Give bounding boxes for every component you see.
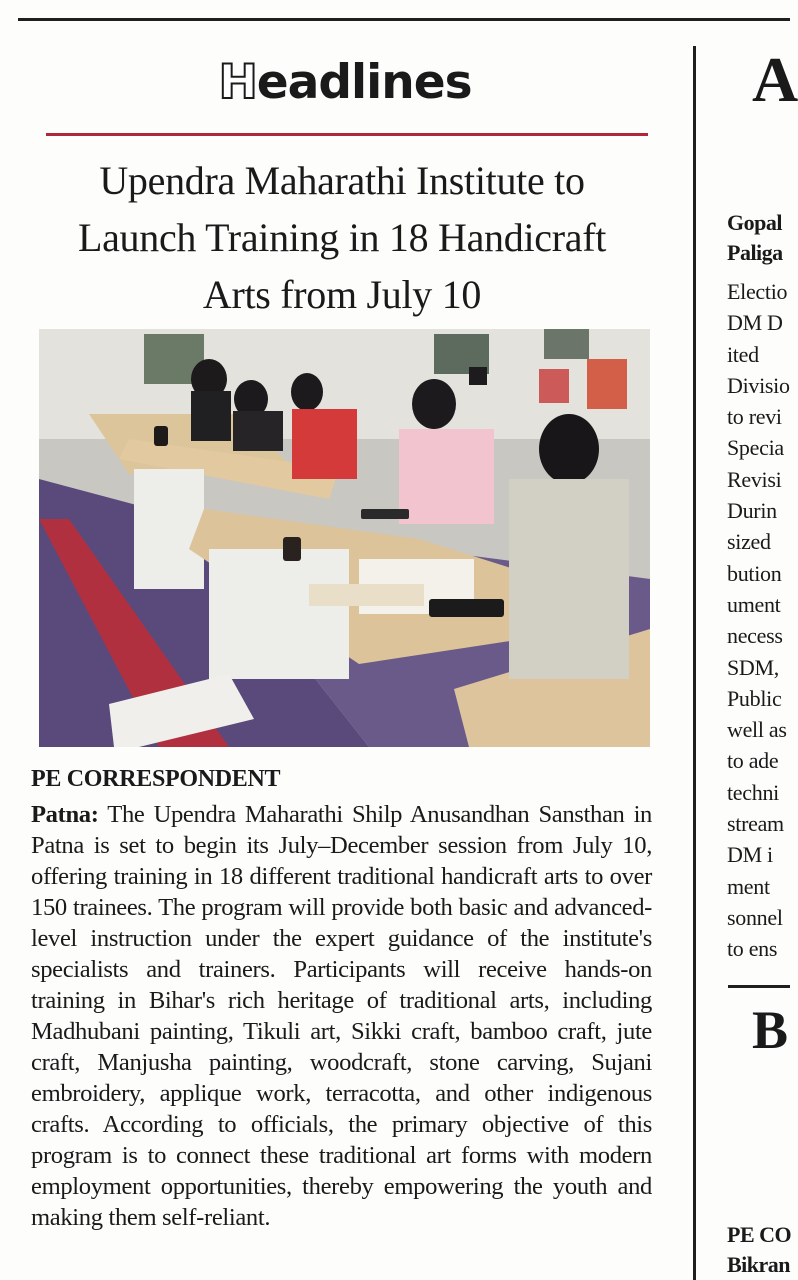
right-text-line: Revisi <box>727 466 782 492</box>
right-text-line: Durin <box>727 498 777 524</box>
right-byline-line-2: Bikran <box>727 1252 791 1277</box>
right-column-text <box>727 276 790 965</box>
right-text-line: DM i <box>727 842 773 868</box>
right-text-line: techni <box>727 779 779 805</box>
right-column-byline <box>727 1220 791 1280</box>
right-text-line: SDM, <box>727 654 779 680</box>
right-text-line: sized <box>727 529 771 555</box>
article-byline: PE CORRESPONDENT <box>31 766 281 792</box>
section-heading-rest: eadlines <box>256 55 472 110</box>
right-subhead-line-1: Gopal <box>727 210 782 235</box>
right-byline-line-1: PE CO <box>727 1222 792 1247</box>
right-text-line: ited <box>727 341 759 367</box>
right-text-line: bution <box>727 560 782 586</box>
top-divider <box>18 18 790 21</box>
section-heading-initial: H <box>218 55 257 110</box>
right-column-headline-fragment-2: B <box>752 1000 789 1060</box>
article-headline <box>22 152 662 323</box>
accent-rule <box>46 133 648 136</box>
headline-line-1: Upendra Maharathi Institute to <box>99 158 585 203</box>
right-text-line: ment <box>727 873 770 899</box>
right-subhead-line-2: Paliga <box>727 240 783 265</box>
right-text-line: to revi <box>727 404 782 430</box>
right-text-line: DM D <box>727 310 783 336</box>
cropped-previous-line <box>80 0 790 8</box>
right-text-line: Electio <box>727 279 788 304</box>
right-text-line: Specia <box>727 435 784 461</box>
section-heading <box>40 55 650 110</box>
right-column-headline-fragment: A <box>752 44 798 115</box>
dateline: Patna: <box>31 801 99 828</box>
right-text-line: well as <box>727 717 787 743</box>
headline-line-2: Launch Training in 18 Handicraft <box>77 215 607 260</box>
right-column-divider <box>728 985 790 988</box>
article-body-text: The Upendra Maharathi Shilp Anusandhan Sansthan in Patna is set to begin its July–December session from July 10, offering training in 18 different traditional handicraft arts to over 150 trainees. The program will provide both basic and advanced-level instruction under the expert guidance of the institute's specialists and trainers. Participants will receive hands-on training in Bihar's rich heritage of traditional arts, including Madhubani painting, Tikuli art, Sikki craft, bamboo craft, jute craft, Manjusha painting, woodcraft, stone carving, Sujani embroidery, applique work, terracotta, and other indigenous crafts. According to officials, the primary objective of this program is to connect these traditional art forms with modern employment opportunities, thereby empowering the youth and making them self-reliant. <box>31 801 653 1231</box>
right-text-line: Divisio <box>727 372 790 398</box>
right-text-line: to ade <box>727 748 779 774</box>
column-divider <box>693 46 696 1280</box>
right-text-line: stream <box>727 811 784 837</box>
headline-line-3: Arts from July 10 <box>202 272 482 317</box>
right-text-line: ument <box>727 591 781 617</box>
article-body <box>31 799 652 1233</box>
right-text-line: sonnel <box>727 904 783 930</box>
right-text-line: to ens <box>727 936 778 962</box>
right-text-line: Public <box>727 685 782 711</box>
article-photo <box>39 329 650 747</box>
right-column-subhead <box>727 208 783 268</box>
right-text-line: necess <box>727 623 783 649</box>
